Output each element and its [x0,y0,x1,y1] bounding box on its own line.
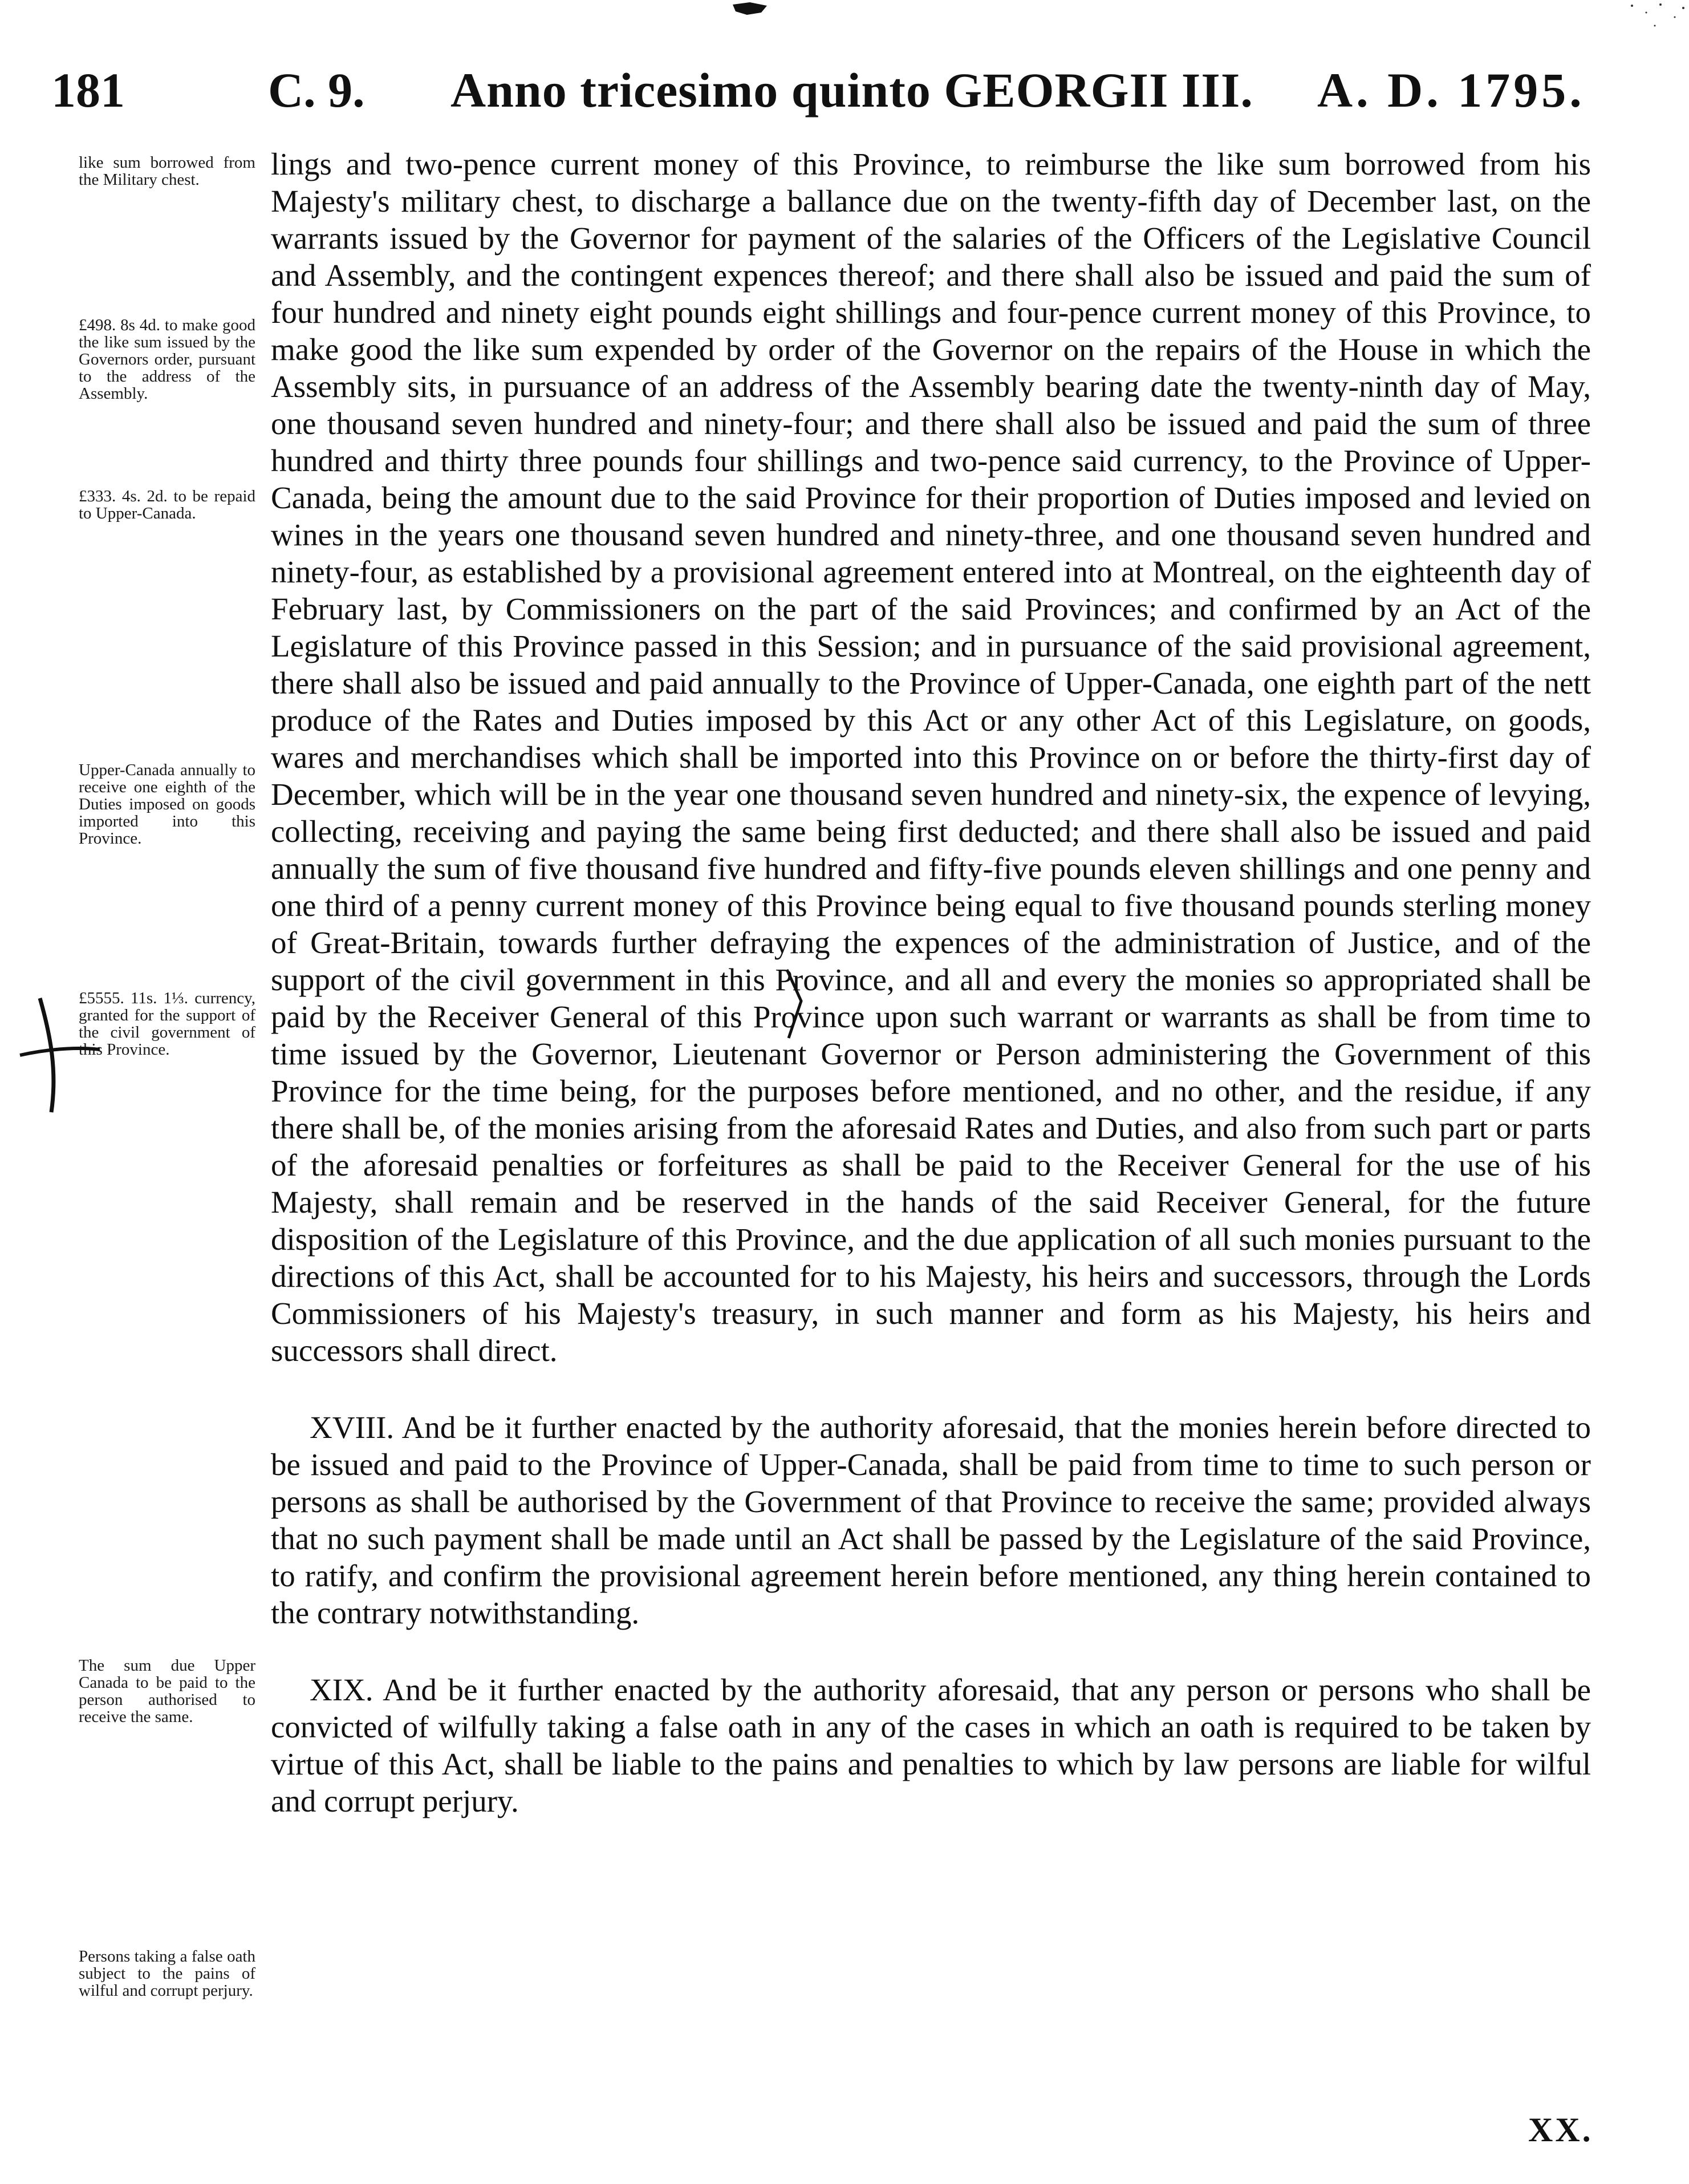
year-ad: A. D. 1795. [1317,63,1585,117]
margin-note-civil-government: £5555. 11s. 1⅓. currency, granted for the support of the civil government of this Province. [79,989,255,1059]
main-text-column [271,145,1591,1820]
section-xix: XIX. And be it further enacted by the authority aforesaid, that any person or persons who shall be convicted of wilfully taking a false oath in any of the cases in which an oath is required to be taken by virtue of this Act, shall be liable to the pains and penalties to which by law persons are liable for wilful and corrupt perjury. [271,1672,1591,1818]
margin-note-false-oath: Persons taking a false oath subject to the pains of wilful and corrupt perjury. [79,1947,255,2000]
paragraph-continuation: lings and two-pence current money of this Province, to reimburse the like sum borrowed from his Majesty's military chest, to discharge a ballance due on the twenty-fifth day of December last, on the warrants issued by the Governor for payment of the salaries of the Officers of the Legislative Council and Assembly, and the contingent expences thereof; and there shall also be issued and paid the sum of four hundred and ninety eight pounds eight shillings and four-pence current money of this Province, to make good the like sum expended by order of the Governor on the repairs of the House in which the Assembly sits, in pursuance of an address of the Assembly bearing date the twenty-ninth day of May, one thousand seven hundred and ninety-four; and there shall also be issued and paid the sum of three hundred and thirty three pounds four shillings and two-pence said currency, to the Province of Upper-Canada, being the amount due to the said Province for their proportion of Duties imposed and levied on wines in the years one thousand seven hundred and ninety-three, and one thousand seven hundred and ninety-four, as established by a provisional agreement entered into at Montreal, on the eighteenth day of February last, by Commissioners on the part of the said Provinces; and confirmed by an Act of the Legislature of this Province passed in this Session; and in pursuance of the said provisional agreement, there shall also be issued and paid annually to the Province of Upper-Canada, one eighth part of the nett produce of the Rates and Duties imposed by this Act or any other Act of this Legislature, on goods, wares and merchandises which shall be imported into this Province on or before the thirty-first day of December, which will be in the year one thousand seven hundred and ninety-six, the expence of levying, collecting, receiving and paying the same being first deducted; and there shall also be issued and paid annually the sum of five thousand five hundred and fifty-five pounds eleven shillings and one penny and one third of a penny current money of this Province being equal to five thousand pounds sterling money of Great-Britain, towards further defraying the expences of the administration of Justice, and of the support of the civil government in this Province, and all and every the monies so appropriated shall be paid by the Receiver General of this Province upon such warrant or warrants as shall be from time to time issued by the Governor, Lieutenant Governor or Person administering the Government of this Province for the time being, for the purposes before mentioned, and no other, and the residue, if any there shall be, of the monies arising from the aforesaid Rates and Duties, and also from such part or parts of the aforesaid penalties or forfeitures as shall be paid to the Receiver General for the use of his Majesty, shall remain and be reserved in the hands of the said Receiver General, for the future disposition of the Legislature of this Province, and the due application of all such monies pursuant to the directions of this Act, shall be accounted for to his Majesty, his heirs and successors, through the Lords Commissioners of his Majesty's treasury, in such manner and form as his Majesty, his heirs and successors shall direct. [271,147,1591,1368]
catchword: XX. [1528,2111,1593,2149]
regnal-year-title: Anno tricesimo quinto GEORGII III. [450,63,1253,117]
margin-note-upper-canada-duties: Upper-Canada annually to receive one eighth of the Duties imposed on goods imported into this Province. [79,761,255,848]
margin-note-military-chest: like sum borrowed from the Military chest. [79,153,255,189]
section-xviii: XVIII. And be it further enacted by the authority aforesaid, that the monies herein before directed to be issued and paid to the Province of Upper-Canada, shall be paid from time to time to such person or persons as shall be authorised by the Government of that Province to receive the same; provided always that no such payment shall be made until an Act shall be passed by the Legislature of the said Province, to ratify, and confirm the provisional agreement herein before mentioned, any thing herein contained to the contrary notwithstanding. [271,1410,1591,1630]
page-number: 181 [51,63,125,117]
page-header [51,54,1602,128]
margin-note-repairs: £498. 8s 4d. to make good the like sum issued by the Governors order, pursuant to the address of the Assembly. [79,316,255,403]
chapter-number: C. 9. [268,63,365,117]
margin-note-upper-canada-repaid: £333. 4s. 2d. to be repaid to Upper-Canada. [79,487,255,522]
margin-note-sum-due: The sum due Upper Canada to be paid to the person authorised to receive the same. [79,1656,255,1726]
scan-speckle [1621,0,1689,34]
handwritten-cross-mark [17,992,103,1118]
ink-blot-mark [727,0,778,23]
